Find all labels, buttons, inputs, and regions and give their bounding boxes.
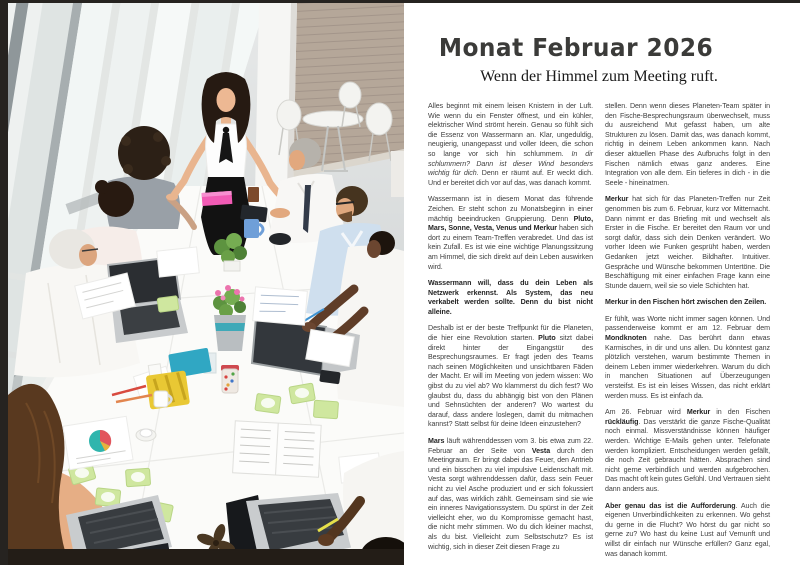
page-subtitle: Wenn der Himmel zum Meeting ruft. [480, 68, 718, 85]
text-run: stellen. Denn wenn dieses Planeten-Team später in den Fische-Besprechungsraum überwechselt, muss du ausreichend Mut gefasst haben, um alte Strukturen zu lösen. Damit das, was danach kommt, richtig in deinem Leben ankommen kann. Nach dieser aktuellen Phase des Aufbruchs folgt in den Fischen nämlich etwas ganz anderes. Eine Integration von alle dem. Ein tieferes in dich - in die Seele - hineinatmen. [605, 102, 770, 187]
article-paragraph [428, 279, 593, 317]
text-run: Merkur in den Fischen hört zwischen den Zeilen. [605, 298, 767, 307]
article-paragraph [605, 195, 770, 291]
text-run: Wassermann will, dass du dein Leben als Netzwerk erkennst. Als System, das neu verkabelt werden sollte. Denn du bist nicht alleine. [428, 279, 593, 316]
meeting-photo-pane [8, 3, 404, 565]
article-paragraph [605, 502, 770, 560]
article-paragraph [605, 408, 770, 494]
article-paragraph [428, 437, 593, 552]
text-run: Merkur [605, 195, 629, 204]
text-run: Wassermann ist in diesem Monat das führende Zeichen. Er steht schon zu Monatsbeginn in einer mächtig beeindrucken Gruppierung. Denn [428, 195, 593, 223]
text-run: in den Fischen [710, 408, 771, 417]
text-run: Pluto [538, 334, 556, 343]
meeting-photo [8, 3, 404, 565]
seated-typing-man [336, 231, 404, 407]
text-run: läuft währenddessen vom 3. bis etwa zum 22. Februar an der Seite von [428, 437, 593, 455]
text-run: hat sich für das Planeten-Treffen nur Zeit genommen bis zum 6. Februar, kurz vor Mitternacht. Dann nimmt er das Briefing mit und wechselt als Erster in die Fische. Er bereitet den Raum vor und sorgt dafür, dass sich dein Denken verändert. Wo vorher Ideen wie Funken gesprüht haben, werden Gedanken jetzt weicher. Bildhafter. Intuitiver. Gespräche und Wünsche bekommen Untertöne. Die Beschäftigung mit einer einfachen Frage kann eine Stunde dauern, weil sie so viele Schichten hat. [605, 195, 770, 290]
text-run: sitzt dabei direkt hinter der Eingangstür des Besprechungsraumes. Er fragt jeden des Teams nach seinen Möglichkeiten und unsichtbaren Fäden der Macht. Er will im Meeting von jedem wissen: Wo gibst du zu viel ab? Wo klammerst du dich fest? Wo glaubst du, dass du abhängig bist von den Plänen und Sehnsüchten der anderen? Wo wartest du darauf, dass andere loslegen, damit du mitmachen kannst? Statt selbst für deine Ideen einzustehen? [428, 334, 593, 429]
text-run: durch den Meetingraum. Er bringt dabei das Feuer, den Antrieb und ein bisschen zu viel impulsive Leidenschaft mit. Vesta sorgt währenddessen dafür, dass sein Feuer nicht zu viel Asche produziert und er sich fokussiert auf das, was wirklich zählt. Gemeinsam sind sie wie ein inneres Navigationssystem. Du spürst in der Zeit vielleicht eher, wo du Kompromisse gemacht hast, die nicht mehr stimmen. Wo du dich kleiner machst, als du bist. Vielleicht zum Selbstschutz? Es ist wichtig, sich in dieser Zeit diesen Frage zu [428, 446, 593, 551]
text-run: nahe. Das berührt dann etwas Karmisches, in dir und uns allen. Du könntest ganz plötzlich verstehen, warum bestimmte Themen in deinem Leben immer wiederkehren. Warum du dich in manchen Situationen auf Überzeugungen versteifst. Es ist ein leises Wissen, das nicht erklärt werden muss. Es ist einfach da. [605, 334, 770, 400]
article-paragraph [428, 195, 593, 272]
text-run: Alles beginnt mit einem leisen Knistern in der Luft. Wie wenn du ein Fenster öffnest, und ein kühler, elektrischer Wind strömt herein. Genau so fühlt sich die Essenz von Wassermann an. Klar, ungeduldig, neugierig, unangepasst und voller Ideen, die schon so lange vor sich hin schlummern. [428, 102, 593, 158]
photo-bottom-band [8, 549, 404, 565]
article-page [404, 3, 800, 565]
article-paragraph [605, 102, 770, 188]
text-run: Merkur [686, 408, 711, 417]
text-run: . Auch die eigenen Unverbindlichkeiten zu erkennen. Wo gehst du gerne in die Flucht? Wo hörst du gar nicht so gerne zu? Wo hast du keine Lust auf Vernunft und willst dir einfach nur Wünsche erfüllen? Ganz egal, was danach kommt. [605, 501, 770, 558]
text-run: Mars [428, 437, 445, 445]
text-run: Mondknoten [605, 334, 647, 343]
article-column-2 [605, 102, 770, 565]
text-run: Er fühlt, was Worte nicht immer sagen können. Und passenderweise kommt er am 12. Februar dem [605, 314, 770, 333]
text-run: In dir schlummern? Dann ist dieser Wind besonders wichtig für dich. [428, 149, 593, 178]
article-column-1 [428, 102, 593, 565]
article-paragraph [428, 324, 593, 430]
text-run: Aber genau das ist die Aufforderung [605, 501, 736, 510]
article-paragraph [605, 315, 770, 401]
text-run: Deshalb ist er der beste Treffpunkt für die Planeten, die hier eine Revolution starten. [428, 324, 593, 343]
text-run: Vesta [531, 446, 551, 455]
text-run: Denn er räumt auf. Er weckt dich. Und er bereitet dich vor auf das, was danach kommt. [428, 169, 593, 187]
article-columns [428, 102, 770, 565]
text-run: haben sich dort zu einem Team-Treffen verabredet. Und das ist kein Zufall. Es ist wie eine wichtige Planungssitzung am Himmel, die sich direkt auf dein Leben auswirken wird. [428, 224, 593, 271]
article-paragraph [605, 298, 770, 308]
text-run: Pluto, Mars, Sonne, Vesta, Venus und Merkur [428, 214, 593, 233]
text-run: rückläufig [605, 417, 639, 426]
text-run: . Das verstärkt die ganze Fische-Qualität noch einmal. Missverständnisse können häufiger werden. Wichtige E-Mails gehen unter. Telefonate werden kompliziert. Entscheidungen werden gefällt, die noch Zeit gebraucht hätten. Absprachen sind nicht gerne verbindlich und werden aufgebrochen. Das macht oft kein gutes Gefühl. Und Vertrauen sieht dann anders aus. [605, 417, 770, 493]
page-title: Monat Februar 2026 [438, 33, 714, 62]
page-sheet [8, 3, 800, 565]
text-run: Am 26. Februar wird [605, 408, 687, 417]
article-paragraph [428, 102, 593, 188]
